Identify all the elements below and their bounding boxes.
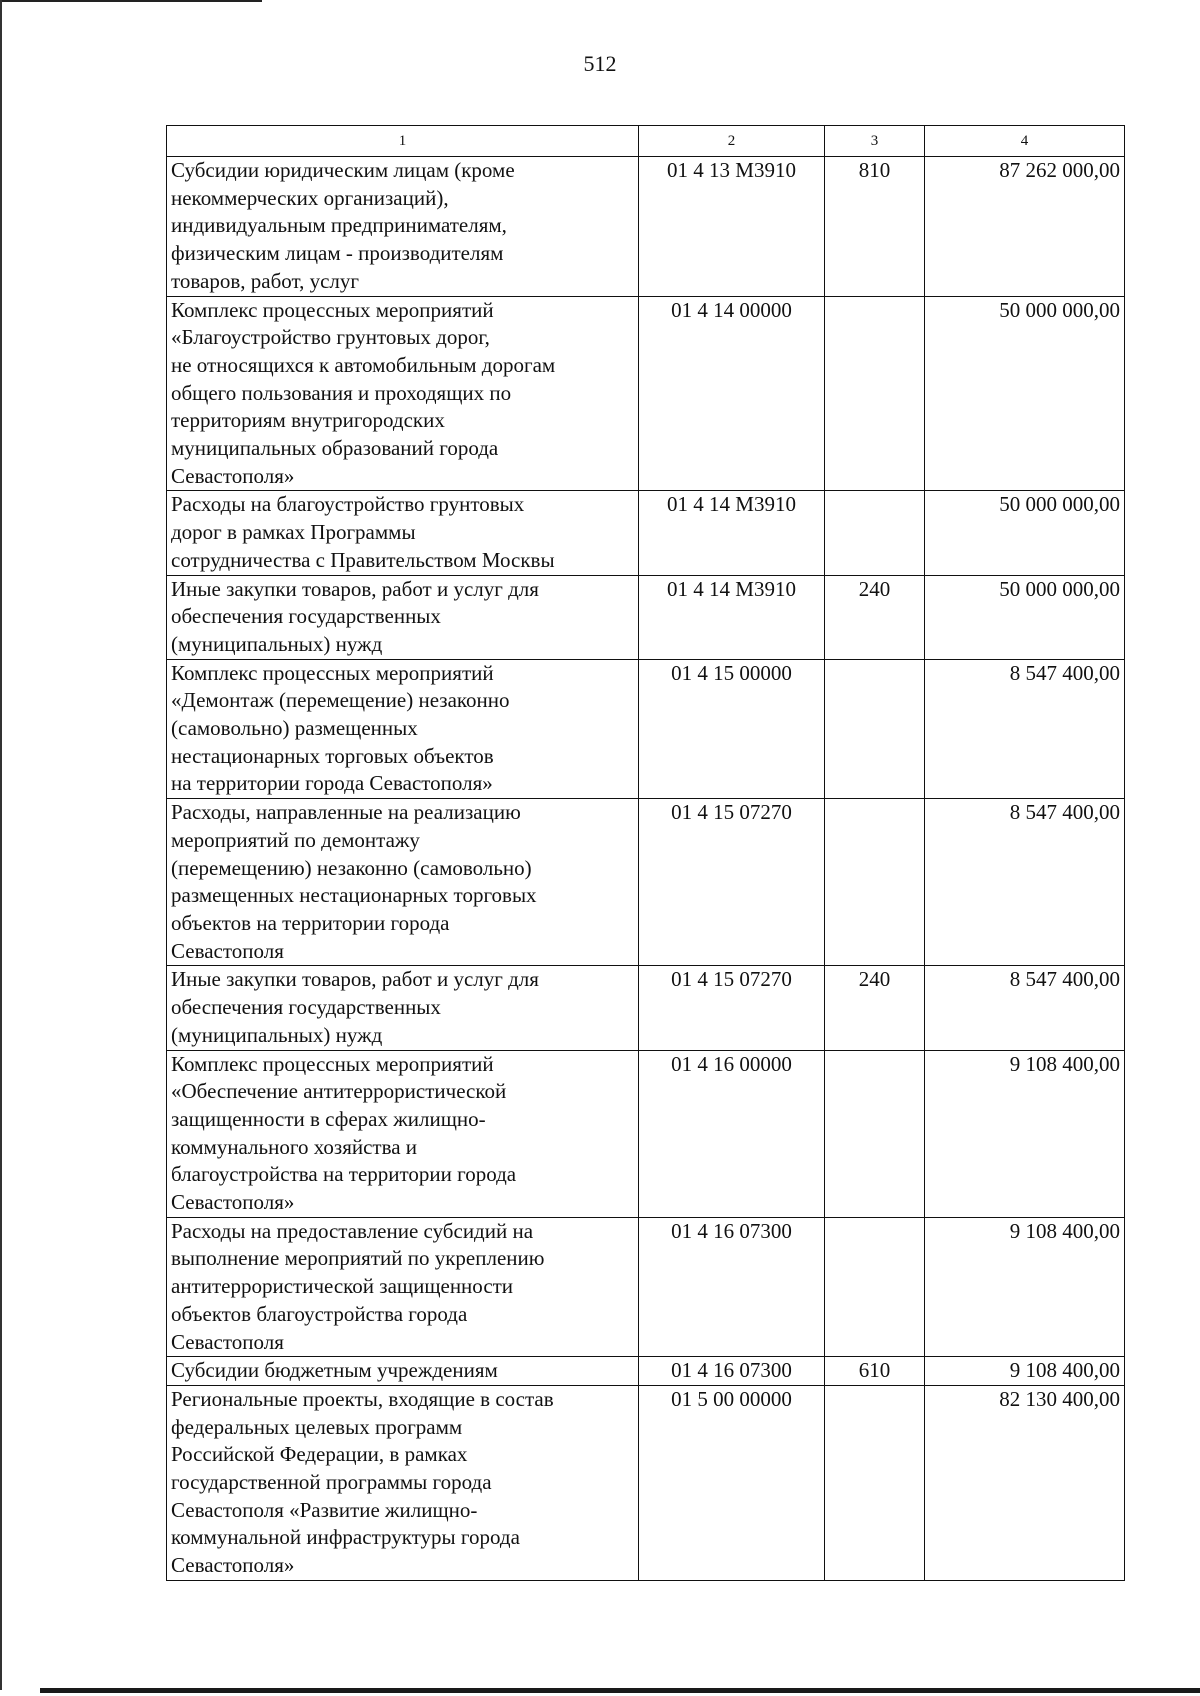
target-code-cell: 01 4 15 07270 <box>639 799 825 966</box>
table-row <box>167 491 1125 575</box>
column-header: 3 <box>825 126 925 157</box>
budget-table <box>166 125 1125 1581</box>
item-name-cell: Региональные проекты, входящие в состав федеральных целевых программ Российской Федерации, в рамках государственной программы города Севастополя «Развитие жилищно- коммунальной инфраструктуры города Севастополя» <box>167 1385 639 1580</box>
item-name-cell: Субсидии юридическим лицам (кроме некоммерческих организаций), индивидуальным предпринимателям, физическим лицам - производителям товаров, работ, услуг <box>167 157 639 297</box>
expense-type-cell <box>825 1385 925 1580</box>
item-name-cell: Расходы на предоставление субсидий на выполнение мероприятий по укреплению антитеррористической защищенности объектов благоустройства города Севастополя <box>167 1217 639 1357</box>
target-code-cell: 01 4 16 07300 <box>639 1217 825 1357</box>
expense-type-cell: 610 <box>825 1357 925 1386</box>
amount-cell: 50 000 000,00 <box>925 575 1125 659</box>
table-row <box>167 296 1125 491</box>
expense-type-cell: 810 <box>825 157 925 297</box>
item-name-cell: Иные закупки товаров, работ и услуг для обеспечения государственных (муниципальных) нужд <box>167 966 639 1050</box>
target-code-cell: 01 4 13 М3910 <box>639 157 825 297</box>
scan-edge-bottom <box>40 1688 1200 1693</box>
target-code-cell: 01 4 14 М3910 <box>639 575 825 659</box>
table-row <box>167 575 1125 659</box>
table-row <box>167 157 1125 297</box>
target-code-cell: 01 4 14 00000 <box>639 296 825 491</box>
amount-cell: 8 547 400,00 <box>925 799 1125 966</box>
item-name-cell: Комплекс процессных мероприятий «Демонтаж (перемещение) незаконно (самовольно) размещенных нестационарных торговых объектов на территории города Севастополя» <box>167 659 639 799</box>
target-code-cell: 01 4 15 00000 <box>639 659 825 799</box>
expense-type-cell <box>825 659 925 799</box>
item-name-cell: Расходы на благоустройство грунтовых дорог в рамках Программы сотрудничества с Правительством Москвы <box>167 491 639 575</box>
column-header: 1 <box>167 126 639 157</box>
target-code-cell: 01 4 16 07300 <box>639 1357 825 1386</box>
item-name-cell: Иные закупки товаров, работ и услуг для обеспечения государственных (муниципальных) нужд <box>167 575 639 659</box>
amount-cell: 9 108 400,00 <box>925 1357 1125 1386</box>
target-code-cell: 01 5 00 00000 <box>639 1385 825 1580</box>
column-header: 2 <box>639 126 825 157</box>
expense-type-cell: 240 <box>825 575 925 659</box>
column-header: 4 <box>925 126 1125 157</box>
table-row <box>167 1385 1125 1580</box>
scan-edge-left <box>0 0 2 1690</box>
target-code-cell: 01 4 14 М3910 <box>639 491 825 575</box>
target-code-cell: 01 4 15 07270 <box>639 966 825 1050</box>
expense-type-cell <box>825 296 925 491</box>
amount-cell: 8 547 400,00 <box>925 659 1125 799</box>
amount-cell: 9 108 400,00 <box>925 1050 1125 1217</box>
header-row <box>167 126 1125 157</box>
scan-edge-top <box>0 0 262 2</box>
amount-cell: 9 108 400,00 <box>925 1217 1125 1357</box>
amount-cell: 82 130 400,00 <box>925 1385 1125 1580</box>
expense-type-cell: 240 <box>825 966 925 1050</box>
expense-type-cell <box>825 799 925 966</box>
page-number: 512 <box>583 51 617 76</box>
amount-cell: 50 000 000,00 <box>925 296 1125 491</box>
table-row <box>167 1217 1125 1357</box>
table-row <box>167 1357 1125 1386</box>
item-name-cell: Комплекс процессных мероприятий «Обеспечение антитеррористической защищенности в сферах жилищно- коммунального хозяйства и благоустройства на территории города Севастополя» <box>167 1050 639 1217</box>
item-name-cell: Комплекс процессных мероприятий «Благоустройство грунтовых дорог, не относящихся к автомобильным дорогам общего пользования и проходящих по территориям внутригородских муниципальных образований города Севастополя» <box>167 296 639 491</box>
target-code-cell: 01 4 16 00000 <box>639 1050 825 1217</box>
table-row <box>167 1050 1125 1217</box>
amount-cell: 50 000 000,00 <box>925 491 1125 575</box>
amount-cell: 8 547 400,00 <box>925 966 1125 1050</box>
item-name-cell: Субсидии бюджетным учреждениям <box>167 1357 639 1386</box>
amount-cell: 87 262 000,00 <box>925 157 1125 297</box>
table-row <box>167 799 1125 966</box>
table-row <box>167 966 1125 1050</box>
item-name-cell: Расходы, направленные на реализацию мероприятий по демонтажу (перемещению) незаконно (самовольно) размещенных нестационарных торговых объектов на территории города Севастополя <box>167 799 639 966</box>
expense-type-cell <box>825 1217 925 1357</box>
expense-type-cell <box>825 1050 925 1217</box>
expense-type-cell <box>825 491 925 575</box>
table-row <box>167 659 1125 799</box>
